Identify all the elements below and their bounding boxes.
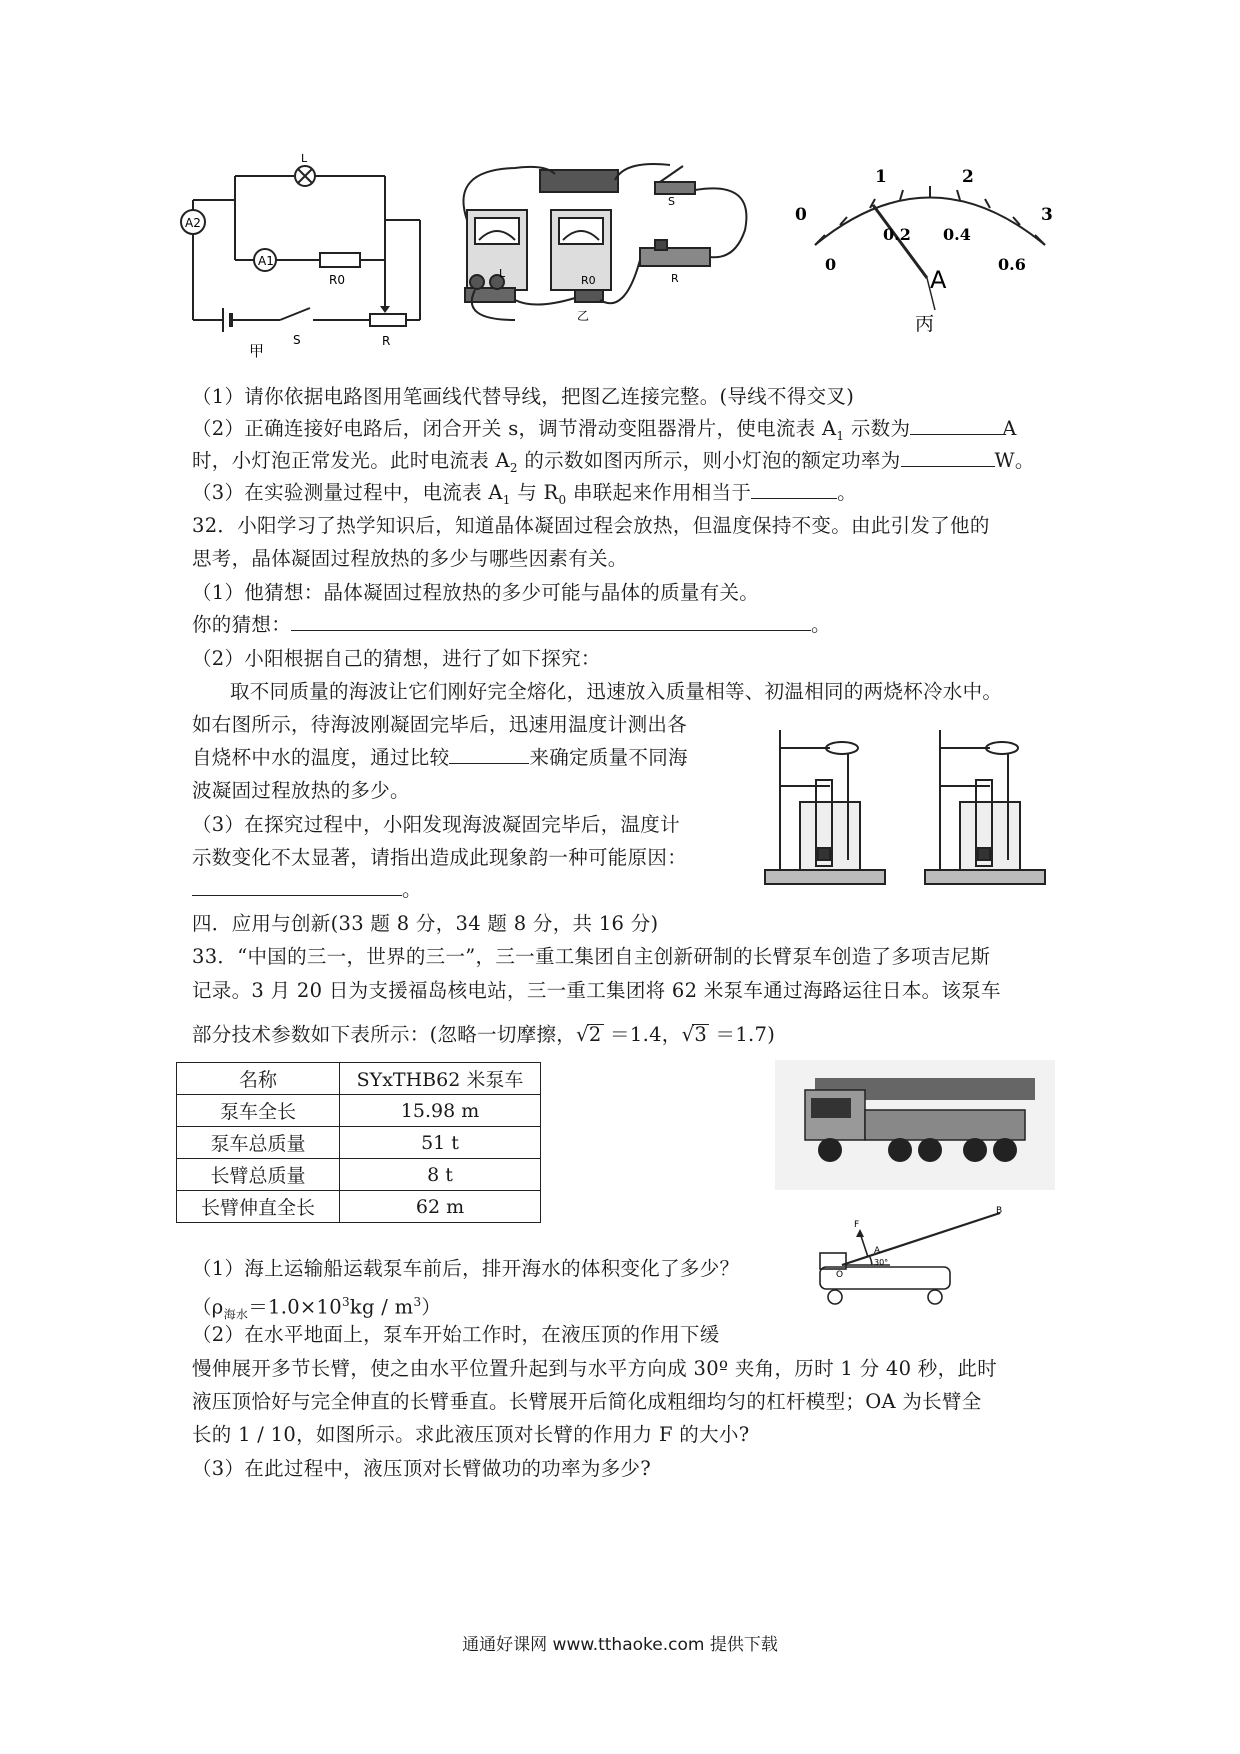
table-row: 长臂伸直全长 62 m	[177, 1191, 541, 1223]
ammeter-a1-label: A1	[258, 254, 274, 268]
pump-truck-photo	[775, 1060, 1055, 1190]
yi-r0-label: R0	[581, 274, 596, 287]
q33-part2-line4: 长的 1 / 10，如图所示。求此液压顶对长臂的作用力 F 的大小?	[192, 1423, 750, 1446]
q33-part1: （1）海上运输船运载泵车前后，排开海水的体积变化了多少？	[192, 1257, 740, 1280]
q31-part3: （3）在实验测量过程中，电流表 $A_1$ 与 $R_0$ 串联起来作用相当于 。	[192, 481, 857, 507]
q32-line8: 自烧杯中水的温度，通过比较 来确定质量不同海	[192, 746, 688, 769]
inner-scale-0-6: 0.6	[998, 255, 1026, 274]
q33-part2-line3: 液压顶恰好与完全伸直的长臂垂直。长臂展开后简化成粗细均匀的杠杆模型；OA 为长臂全	[192, 1390, 982, 1413]
q32-line7: 如右图所示，待海波刚凝固完毕后，迅速用温度计测出各	[192, 713, 688, 736]
q32-line11: 示数变化不太显著，请指出造成此现象韵一种可能原因：	[192, 846, 688, 869]
outer-scale-0: 0	[795, 205, 807, 225]
answer-blank-current[interactable]	[910, 416, 1002, 435]
section4-title: 四．应用与创新(33 题 8 分，34 题 8 分，共 16 分)	[192, 912, 659, 935]
beaker-stands-figure	[760, 720, 1060, 890]
ammeter-dial-bing	[785, 160, 1075, 340]
q32-part2: （2）小阳根据自己的猜想，进行了如下探究：	[192, 647, 601, 670]
figure-yi-label: 乙	[577, 309, 590, 323]
point-o-label: O	[836, 1270, 844, 1280]
inner-scale-0-4: 0.4	[943, 225, 971, 244]
resistor-r0-label: R0	[329, 273, 345, 287]
yi-rheostat-label: R	[671, 272, 679, 285]
q32-line9: 波凝固过程放热的多少。	[192, 779, 410, 802]
q33-seawater-density: $(\rho_{海水}=1.0\times 10^3kg / m^3)$	[192, 1295, 442, 1322]
table-row: 泵车全长 15.98 m	[177, 1095, 541, 1127]
answer-blank-power[interactable]	[901, 448, 995, 467]
lever-model-figure	[810, 1205, 1010, 1325]
figure-bing-label: 丙	[915, 313, 935, 335]
q33-line3: 部分技术参数如下表所示：(忽略一切摩擦，√2 ＝1.4，√3 ＝1.7)	[192, 1023, 776, 1046]
q31-part2-line1: （2）正确连接好电路后，闭合开关 s，调节滑动变阻器滑片，使电流表 $A_1$ 示数为 A	[192, 417, 1017, 443]
q32-reason-line: 。	[192, 877, 422, 903]
lamp-label: L	[301, 152, 308, 165]
dial-unit: A	[930, 266, 947, 294]
switch-s-label: S	[293, 333, 301, 347]
circuit-diagram-jia	[185, 152, 435, 360]
q33-line1: 33．“中国的三一，世界的三一”，三一重工集团自主创新研制的长臂泵车创造了多项吉尼斯	[192, 945, 991, 968]
force-f-label: F	[854, 1220, 860, 1230]
answer-blank-compare[interactable]	[449, 745, 529, 764]
apparatus-figure-yi	[455, 160, 765, 360]
table-row: 长臂总质量 8 t	[177, 1159, 541, 1191]
point-a-label: A	[874, 1246, 881, 1256]
q33-part2-line1: （2）在水平地面上，泵车开始工作时，在液压顶的作用下缓	[192, 1323, 720, 1346]
point-b-label: B	[996, 1206, 1003, 1216]
answer-blank-equivalent[interactable]	[751, 480, 837, 499]
footer-credit: 通通好课网 www.tthaoke.com 提供下载	[462, 1635, 778, 1655]
q32-line2: 思考，晶体凝固过程放热的多少与哪些因素有关。	[192, 547, 628, 570]
answer-blank-guess[interactable]	[291, 612, 811, 631]
outer-scale-3: 3	[1041, 205, 1053, 225]
yi-lamp-label: L	[499, 267, 506, 280]
outer-scale-1: 1	[875, 167, 887, 187]
inner-scale-0-2: 0.2	[883, 225, 911, 244]
q31-part1: （1）请你依据电路图用笔画线代替导线，把图乙连接完整。(导线不得交叉)	[192, 385, 855, 408]
rheostat-r-label: R	[382, 334, 391, 348]
figure-jia-label: 甲	[249, 342, 265, 360]
q32-line1: 32．小阳学习了热学知识后，知道晶体凝固过程会放热，但温度保持不变。由此引发了他的	[192, 514, 990, 537]
q33-line2: 记录。3 月 20 日为支援福岛核电站，三一重工集团将 62 米泵车通过海路运往日本。该泵车	[192, 979, 1001, 1002]
answer-blank-reason[interactable]	[192, 877, 402, 896]
ammeter-a2-label: A2	[185, 216, 201, 230]
q32-part1: （1）他猜想：晶体凝固过程放热的多少可能与晶体的质量有关。	[192, 581, 760, 604]
yi-switch-label: S	[668, 195, 675, 208]
table-row: 泵车总质量 51 t	[177, 1127, 541, 1159]
outer-scale-2: 2	[962, 167, 974, 187]
angle-label: 30°	[874, 1258, 889, 1267]
inner-scale-0: 0	[825, 255, 837, 274]
q32-guess-line: 你的猜想： 。	[192, 613, 831, 636]
q33-part3: （3）在此过程中，液压顶对长臂做功的功率为多少?	[192, 1457, 652, 1480]
q31-part2-line2: 时，小灯泡正常发光。此时电流表 $A_2$ 的示数如图丙所示，则小灯泡的额定功率为 W。	[192, 449, 1035, 475]
q32-part3: （3）在探究过程中，小阳发现海波凝固完毕后，温度计	[192, 813, 680, 836]
table-row: 名称 SYxTHB62 米泵车	[177, 1063, 541, 1095]
q33-part2-line2: 慢伸展开多节长臂，使之由水平位置升起到与水平方向成 30º 夹角，历时 1 分 40 秒，此时	[192, 1357, 997, 1380]
pump-truck-params-table	[176, 1062, 541, 1223]
q32-procedure: 取不同质量的海波让它们刚好完全熔化，迅速放入质量相等、初温相同的两烧杯冷水中。	[230, 680, 1003, 703]
